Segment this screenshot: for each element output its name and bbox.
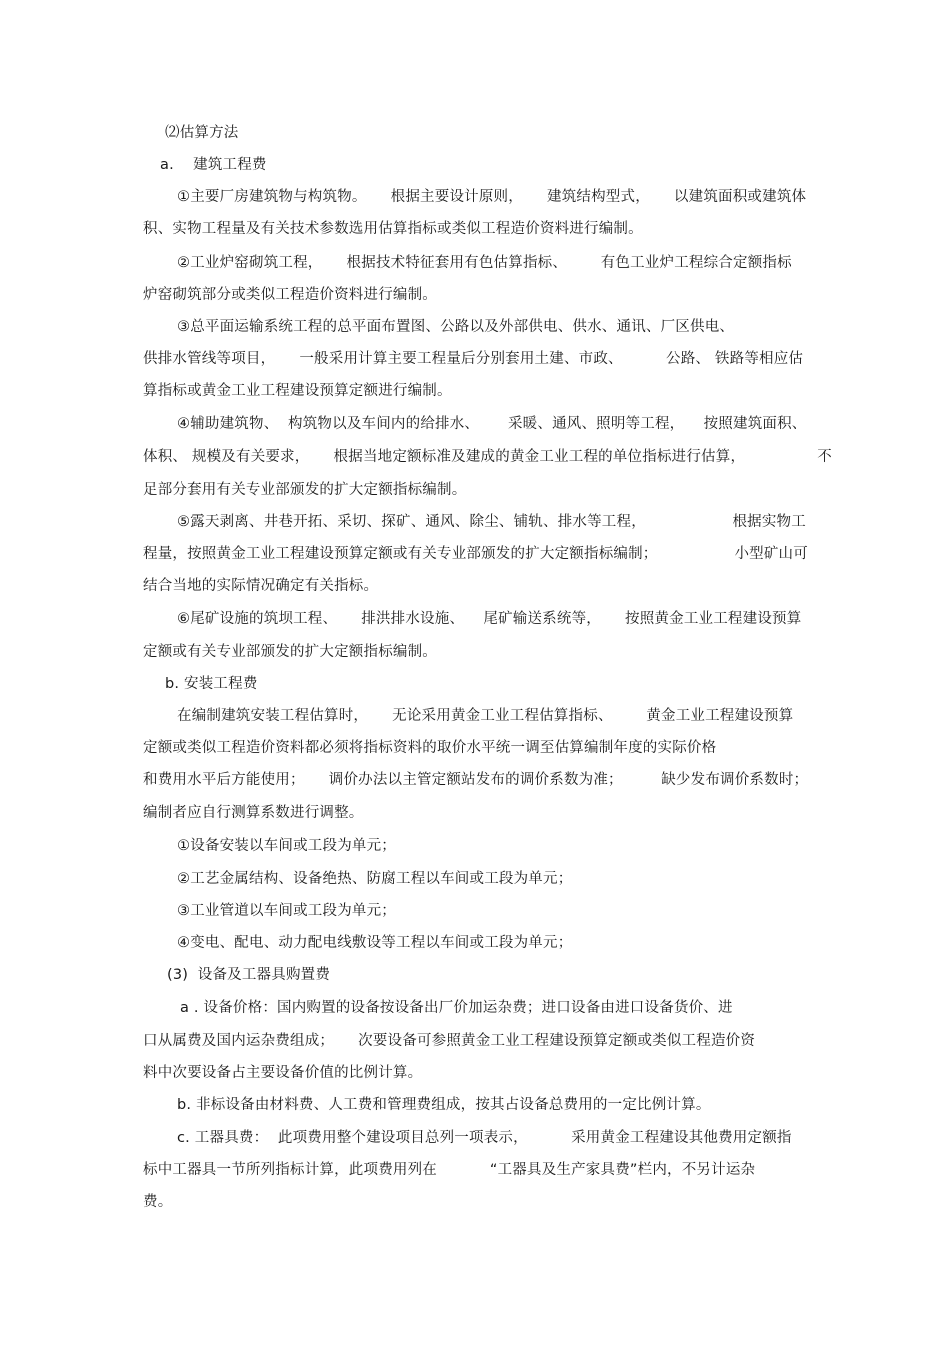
paragraph-line: 程量，按照黄金工业工程建设预算定额或有关专业部颁发的扩大定额指标编制； 小型矿山可	[143, 546, 808, 562]
list-item: ③工业管道以车间或工段为单元；	[177, 903, 396, 919]
paragraph-line: b. 非标设备由材料费、人工费和管理费组成，按其占设备总费用的一定比例计算。	[177, 1097, 711, 1113]
paragraph-line: 标中工器具一节所列指标计算，此项费用列在 “工器具及生产家具费”栏内，不另计运杂	[143, 1162, 756, 1178]
list-item: ④变电、配电、动力配电线敷设等工程以车间或工段为单元；	[177, 935, 573, 951]
paragraph-line: c. 工器具费： 此项费用整个建设项目总列一项表示， 采用黄金工程建设其他费用定额指	[177, 1130, 792, 1146]
paragraph-line: 算指标或黄金工业工程建设预算定额进行编制。	[143, 383, 452, 399]
paragraph-line: ①主要厂房建筑物与构筑物。 根据主要设计原则， 建筑结构型式， 以建筑面积或建筑体	[177, 189, 807, 205]
paragraph-line: 体积、 规模及有关要求， 根据当地定额标准及建成的黄金工业工程的单位指标进行估算， 不	[143, 449, 832, 465]
subheading-construction-cost: a. 建筑工程费	[160, 157, 267, 173]
paragraph-line: 口从属费及国内运杂费组成； 次要设备可参照黄金工业工程建设预算定额或类似工程造价资	[143, 1033, 756, 1049]
paragraph-line: 炉窑砌筑部分或类似工程造价资料进行编制。	[143, 287, 437, 303]
paragraph-line: 定额或类似工程造价资料都必须将指标资料的取价水平统一调至估算编制年度的实际价格	[143, 740, 717, 756]
paragraph-line: 供排水管线等项目， 一般采用计算主要工程量后分别套用土建、市政、 公路、 铁路等相应估	[143, 351, 804, 367]
paragraph-line: a . 设备价格：国内购置的设备按设备出厂价加运杂费；进口设备由进口设备货价、进	[180, 1000, 733, 1016]
list-item: ①设备安装以车间或工段为单元；	[177, 838, 396, 854]
paragraph-line: 在编制建筑安装工程估算时， 无论采用黄金工业工程估算指标、 黄金工业工程建设预算	[177, 708, 794, 724]
paragraph-line: 定额或有关专业部颁发的扩大定额指标编制。	[143, 644, 437, 660]
paragraph-line: 足部分套用有关专业部颁发的扩大定额指标编制。	[143, 482, 467, 498]
paragraph-line: ②工业炉窑砌筑工程， 根据技术特征套用有色估算指标、 有色工业炉工程综合定额指标	[177, 255, 792, 271]
paragraph-line: 料中次要设备占主要设备价值的比例计算。	[143, 1065, 423, 1081]
paragraph-line: ⑤露天剥离、井巷开拓、采切、探矿、通风、除尘、铺轨、排水等工程， 根据实物工	[177, 514, 806, 530]
paragraph-line: 编制者应自行测算系数进行调整。	[143, 805, 364, 821]
subheading-installation-cost: b. 安装工程费	[165, 676, 258, 692]
paragraph-line: ③总平面运输系统工程的总平面布置图、公路以及外部供电、供水、通讯、厂区供电、	[177, 319, 735, 335]
paragraph-line: 费。	[143, 1194, 173, 1210]
paragraph-line: ⑥尾矿设施的筑坝工程、 排洪排水设施、 尾矿输送系统等， 按照黄金工业工程建设预算	[177, 611, 802, 627]
section-heading-estimation-method: ⑵估算方法	[165, 125, 239, 141]
list-item: ②工艺金属结构、设备绝热、防腐工程以车间或工段为单元；	[177, 871, 573, 887]
section-heading-equipment-purchase: (3) 设备及工器具购置费	[167, 967, 331, 983]
paragraph-line: 结合当地的实际情况确定有关指标。	[143, 578, 379, 594]
paragraph-line: 积、实物工程量及有关技术参数选用估算指标或类似工程造价资料进行编制。	[143, 221, 643, 237]
paragraph-line: ④辅助建筑物、 构筑物以及车间内的给排水、 采暖、通风、照明等工程， 按照建筑面积、	[177, 416, 807, 432]
paragraph-line: 和费用水平后方能使用； 调价办法以主管定额站发布的调价系数为准； 缺少发布调价系数时；	[143, 772, 809, 788]
